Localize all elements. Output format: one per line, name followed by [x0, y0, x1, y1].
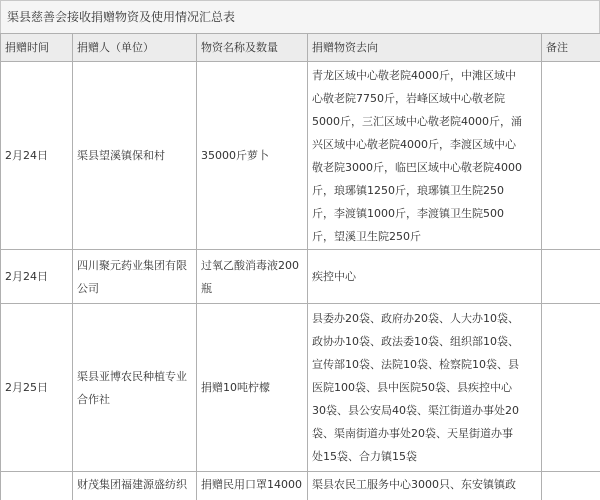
header-row [1, 34, 600, 62]
destination-line: 医院100袋、县中医院50袋、县疾控中心 [312, 381, 512, 394]
destination-line: 青龙区域中心敬老院4000斤，中滩区域中 [312, 68, 516, 82]
cell-goods: 35000斤萝卜 [197, 62, 308, 250]
cell-date: 2月24日 [1, 62, 73, 250]
table-row [1, 472, 600, 500]
destination-line: 敬老院3000斤，临巴区域中心敬老院4000 [312, 160, 522, 174]
destination-line: 心敬老院7750斤，岩峰区域中心敬老院 [312, 91, 505, 105]
cell-destination [308, 304, 542, 472]
cell-destination [308, 250, 542, 304]
cell-donor: 渠县亚博农民种植专业合作社 [73, 304, 197, 472]
destination-line: 兴区域中心敬老院4000斤，李渡区域中心 [312, 137, 516, 151]
header-donor: 捐赠人（单位） [73, 34, 197, 62]
destination-line: 袋、渠南街道办事处20袋、天星街道办事 [312, 427, 513, 440]
destination-line: 宣传部10袋、法院10袋、检察院10袋、县 [312, 358, 519, 371]
destination-line: 30袋、县公安局40袋、渠江街道办事处20 [312, 404, 519, 417]
cell-donor: 四川聚元药业集团有限公司 [73, 250, 197, 304]
header-goods: 物资名称及数量 [197, 34, 308, 62]
destination-line: 斤，望溪卫生院250斤 [312, 229, 421, 243]
donation-summary-table [0, 33, 600, 500]
cell-date: 2月25日 [1, 304, 73, 472]
cell-date [1, 472, 73, 500]
cell-destination [308, 472, 542, 500]
cell-donor: 渠县望溪镇保和村 [73, 62, 197, 250]
cell-goods: 捐赠民用口罩14000 [197, 472, 308, 500]
destination-line: 渠县农民工服务中心3000只、东安镇镇政 [312, 478, 516, 491]
cell-donor: 财茂集团福建源盛纺织 [73, 472, 197, 500]
destination-line: 疾控中心 [312, 270, 356, 283]
cell-note [542, 62, 600, 250]
header-destination: 捐赠物资去向 [308, 34, 542, 62]
table-title: 渠县慈善会接收捐赠物资及使用情况汇总表 [0, 0, 600, 34]
destination-line: 处15袋、合力镇15袋 [312, 450, 417, 463]
destination-line: 斤，李渡镇1000斤，李渡镇卫生院500 [312, 206, 504, 220]
cell-note [542, 472, 600, 500]
table-row [1, 304, 600, 472]
cell-date: 2月24日 [1, 250, 73, 304]
header-note: 备注 [542, 34, 600, 62]
cell-note [542, 250, 600, 304]
destination-line: 斤，琅琊镇1250斤，琅琊镇卫生院250 [312, 183, 504, 197]
table-row [1, 62, 600, 250]
destination-line: 县委办20袋、政府办20袋、人大办10袋、 [312, 312, 519, 325]
cell-note [542, 304, 600, 472]
cell-goods: 过氧乙酸消毒液200瓶 [197, 250, 308, 304]
destination-line: 5000斤，三汇区域中心敬老院4000斤，涌 [312, 114, 522, 128]
table-row [1, 250, 600, 304]
cell-goods: 捐赠10吨柠檬 [197, 304, 308, 472]
cell-destination [308, 62, 542, 250]
destination-line: 政协办10袋、政法委10袋、组织部10袋、 [312, 335, 519, 348]
header-date: 捐赠时间 [1, 34, 73, 62]
